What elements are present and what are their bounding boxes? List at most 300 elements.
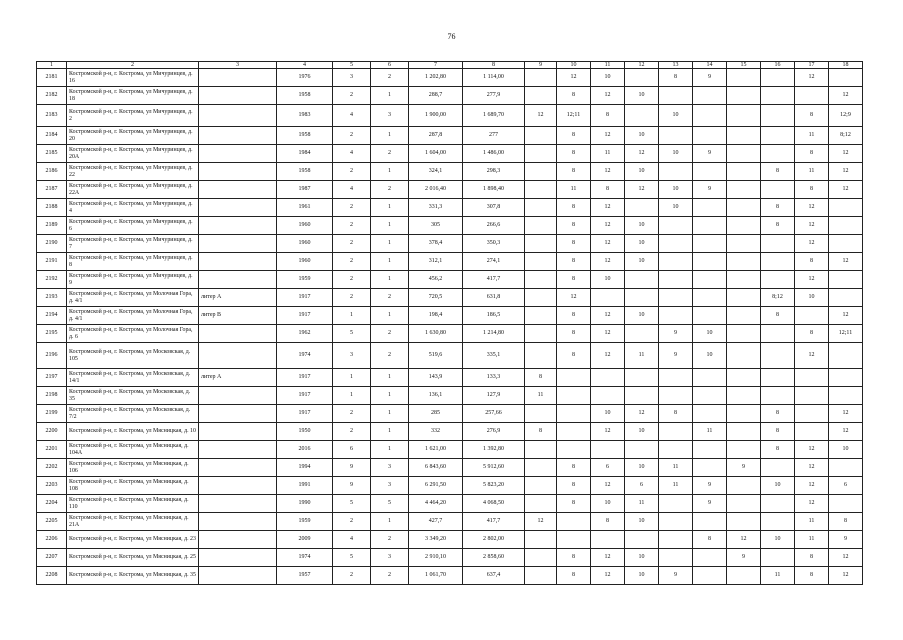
table-cell: 6 291,50 — [409, 477, 463, 495]
table-cell: 10 — [659, 181, 693, 199]
table-cell — [659, 163, 693, 181]
table-cell: 10 — [591, 69, 625, 87]
table-cell — [829, 369, 863, 387]
address-cell: Костромской р-н, г. Кострома, ул Московская, д. 7/2 — [67, 405, 199, 423]
table-cell — [795, 405, 829, 423]
table-cell: 3 — [333, 343, 371, 369]
table-cell — [829, 235, 863, 253]
table-cell: 2 — [333, 567, 371, 585]
table-cell — [591, 531, 625, 549]
table-cell: 12 — [591, 87, 625, 105]
table-cell — [727, 217, 761, 235]
table-cell: 9 — [659, 567, 693, 585]
table-cell: 331,3 — [409, 199, 463, 217]
table-cell: 12 — [591, 343, 625, 369]
table-cell — [761, 387, 795, 405]
table-cell: 8 — [659, 405, 693, 423]
table-cell: 9 — [727, 549, 761, 567]
table-cell — [199, 423, 277, 441]
table-cell: 2 — [333, 87, 371, 105]
table-cell: 335,1 — [463, 343, 525, 369]
table-cell: 9 — [333, 477, 371, 495]
table-cell — [693, 253, 727, 271]
table-cell: 11 — [795, 127, 829, 145]
table-cell: 5 — [333, 495, 371, 513]
table-cell: 8 — [557, 307, 591, 325]
table-cell: 12 — [557, 289, 591, 307]
table-row — [37, 441, 863, 459]
row-number: 2183 — [37, 105, 67, 127]
row-number: 2204 — [37, 495, 67, 513]
table-cell: 8 — [761, 405, 795, 423]
table-cell — [199, 567, 277, 585]
table-cell — [693, 217, 727, 235]
table-cell: 266,6 — [463, 217, 525, 235]
row-number: 2198 — [37, 387, 67, 405]
table-row — [37, 325, 863, 343]
table-cell: 1960 — [277, 253, 333, 271]
table-cell: 10 — [625, 163, 659, 181]
table-cell — [199, 145, 277, 163]
table-cell — [693, 271, 727, 289]
table-cell — [693, 289, 727, 307]
table-cell — [525, 477, 557, 495]
table-cell: 11 — [795, 513, 829, 531]
row-number: 2184 — [37, 127, 67, 145]
table-cell: 9 — [659, 325, 693, 343]
table-cell — [829, 343, 863, 369]
table-cell — [625, 441, 659, 459]
table-cell — [525, 235, 557, 253]
table-cell: 10 — [625, 549, 659, 567]
table-cell: 285 — [409, 405, 463, 423]
table-cell: 8 — [557, 477, 591, 495]
table-row — [37, 423, 863, 441]
table-cell — [761, 105, 795, 127]
address-cell: Костромской р-н, г. Кострома, ул Мичуринцев, д. 22А — [67, 181, 199, 199]
address-cell: Костромской р-н, г. Кострома, ул Молочная Гора, д. 4/1 — [67, 307, 199, 325]
table-cell: 9 — [333, 459, 371, 477]
table-cell: 1976 — [277, 69, 333, 87]
table-row — [37, 531, 863, 549]
table-cell — [727, 163, 761, 181]
table-cell: 8 — [557, 325, 591, 343]
table-cell — [829, 289, 863, 307]
row-number: 2195 — [37, 325, 67, 343]
table-cell — [199, 181, 277, 199]
row-number: 2187 — [37, 181, 67, 199]
table-cell — [727, 343, 761, 369]
table-cell: 10 — [625, 127, 659, 145]
table-cell: 12 — [795, 199, 829, 217]
table-row — [37, 145, 863, 163]
table-cell: 11 — [591, 145, 625, 163]
table-cell: 12;9 — [829, 105, 863, 127]
table-cell: 1 114,00 — [463, 69, 525, 87]
table-cell: 6 843,60 — [409, 459, 463, 477]
table-cell — [761, 459, 795, 477]
table-cell: 9 — [727, 459, 761, 477]
table-cell: 2 — [371, 531, 409, 549]
table-cell: 1984 — [277, 145, 333, 163]
table-cell: 11 — [659, 459, 693, 477]
table-cell: 1958 — [277, 127, 333, 145]
column-header: 18 — [829, 62, 863, 69]
table-cell: 2 — [333, 217, 371, 235]
table-cell: 12 — [591, 549, 625, 567]
table-cell: 2 — [333, 271, 371, 289]
table-cell — [659, 549, 693, 567]
table-cell: 2016 — [277, 441, 333, 459]
table-cell — [761, 127, 795, 145]
table-cell: 8 — [659, 69, 693, 87]
column-header: 10 — [557, 62, 591, 69]
table-cell: 12 — [591, 235, 625, 253]
table-cell: 324,1 — [409, 163, 463, 181]
table-cell — [693, 307, 727, 325]
table-cell: 4 — [333, 181, 371, 199]
table-cell — [199, 531, 277, 549]
table-cell — [761, 181, 795, 199]
table-cell: 8 — [761, 163, 795, 181]
table-cell — [525, 531, 557, 549]
table-cell: 1 — [371, 271, 409, 289]
table-cell: 10 — [625, 513, 659, 531]
table-cell: 1 — [371, 513, 409, 531]
table-cell: 5 — [333, 549, 371, 567]
row-number: 2193 — [37, 289, 67, 307]
table-cell: 10 — [625, 459, 659, 477]
row-number: 2200 — [37, 423, 67, 441]
table-cell: 12 — [727, 531, 761, 549]
table-cell — [727, 145, 761, 163]
table-cell: 12 — [557, 69, 591, 87]
table-cell: 2009 — [277, 531, 333, 549]
table-cell: 10 — [625, 217, 659, 235]
table-cell: 10 — [591, 271, 625, 289]
table-row — [37, 567, 863, 585]
table-cell: 12 — [795, 459, 829, 477]
table-cell: 2 — [333, 235, 371, 253]
table-cell: 1 — [371, 199, 409, 217]
table-cell: 1 689,70 — [463, 105, 525, 127]
table-cell: 12 — [591, 127, 625, 145]
table-cell — [795, 387, 829, 405]
table-cell: 5 — [371, 495, 409, 513]
address-cell: Костромской р-н, г. Кострома, ул Мясницкая, д. 21А — [67, 513, 199, 531]
table-cell: 11 — [557, 181, 591, 199]
table-cell — [525, 199, 557, 217]
column-header: 9 — [525, 62, 557, 69]
table-cell — [199, 549, 277, 567]
table-cell — [693, 513, 727, 531]
table-cell: 1 — [333, 307, 371, 325]
table-cell: 277 — [463, 127, 525, 145]
column-header: 5 — [333, 62, 371, 69]
table-cell — [727, 69, 761, 87]
table-cell: 2 — [333, 405, 371, 423]
table-cell: 1990 — [277, 495, 333, 513]
table-cell: 10 — [625, 423, 659, 441]
table-cell: 2 016,40 — [409, 181, 463, 199]
table-row — [37, 459, 863, 477]
row-number: 2188 — [37, 199, 67, 217]
table-cell: 10 — [659, 199, 693, 217]
table-cell: 2 802,00 — [463, 531, 525, 549]
table-cell: 12 — [795, 495, 829, 513]
table-cell — [525, 289, 557, 307]
table-cell: 12 — [829, 253, 863, 271]
table-cell: 8 — [557, 343, 591, 369]
column-header: 15 — [727, 62, 761, 69]
table-row — [37, 307, 863, 325]
table-cell: 8;12 — [829, 127, 863, 145]
table-cell: 12 — [795, 235, 829, 253]
table-cell — [199, 163, 277, 181]
table-row — [37, 405, 863, 423]
table-row — [37, 513, 863, 531]
table-row — [37, 127, 863, 145]
table-row — [37, 163, 863, 181]
table-cell: 11 — [761, 567, 795, 585]
table-cell — [727, 567, 761, 585]
table-cell — [199, 253, 277, 271]
address-cell: Костромской р-н, г. Кострома, ул Мичуринцев, д. 16 — [67, 69, 199, 87]
table-cell — [693, 163, 727, 181]
table-cell: 8 — [693, 531, 727, 549]
table-cell: 8 — [795, 145, 829, 163]
table-cell: 10 — [761, 531, 795, 549]
table-cell — [525, 567, 557, 585]
table-cell: 12;11 — [829, 325, 863, 343]
table-row — [37, 199, 863, 217]
table-row — [37, 271, 863, 289]
address-cell: Костромской р-н, г. Кострома, ул Мичуринцев, д. 6 — [67, 217, 199, 235]
table-cell — [829, 69, 863, 87]
column-header: 8 — [463, 62, 525, 69]
table-cell — [693, 127, 727, 145]
table-cell: 198,4 — [409, 307, 463, 325]
address-cell: Костромской р-н, г. Кострома, ул Мясницкая, д. 104А — [67, 441, 199, 459]
table-row — [37, 289, 863, 307]
row-number: 2186 — [37, 163, 67, 181]
table-cell — [659, 271, 693, 289]
table-cell: 8 — [761, 199, 795, 217]
table-cell — [591, 387, 625, 405]
table-cell: 274,1 — [463, 253, 525, 271]
table-cell: 8 — [557, 217, 591, 235]
table-cell: 1 — [371, 387, 409, 405]
table-cell: 8 — [795, 105, 829, 127]
table-cell — [199, 459, 277, 477]
table-cell: 1958 — [277, 163, 333, 181]
table-cell: 1959 — [277, 271, 333, 289]
address-cell: Костромской р-н, г. Кострома, ул Мичуринцев, д. 2 — [67, 105, 199, 127]
table-cell — [625, 289, 659, 307]
row-number: 2207 — [37, 549, 67, 567]
table-cell — [625, 387, 659, 405]
table-row — [37, 343, 863, 369]
table-cell — [727, 495, 761, 513]
table-cell: литер В — [199, 307, 277, 325]
table-cell: 1961 — [277, 199, 333, 217]
table-cell: 8;12 — [761, 289, 795, 307]
table-cell: 4 — [333, 105, 371, 127]
table-cell: 12 — [829, 405, 863, 423]
table-cell: 127,9 — [463, 387, 525, 405]
table-cell — [199, 513, 277, 531]
table-cell — [829, 495, 863, 513]
table-cell: 1 — [371, 307, 409, 325]
table-cell: 8 — [761, 307, 795, 325]
table-cell: 1974 — [277, 343, 333, 369]
table-cell: 417,7 — [463, 271, 525, 289]
table-cell — [727, 441, 761, 459]
table-cell: 1991 — [277, 477, 333, 495]
table-cell: 12 — [591, 567, 625, 585]
table-cell: 11 — [693, 423, 727, 441]
table-cell: 3 — [371, 459, 409, 477]
table-cell — [525, 343, 557, 369]
table-cell: 2 — [333, 253, 371, 271]
table-cell: 8 — [557, 567, 591, 585]
table-cell — [199, 343, 277, 369]
table-cell — [761, 369, 795, 387]
table-cell: 8 — [591, 105, 625, 127]
table-cell: 1 — [371, 217, 409, 235]
table-cell — [525, 495, 557, 513]
table-cell — [693, 567, 727, 585]
page-number: 76 — [447, 32, 456, 41]
table-cell: 2 — [371, 69, 409, 87]
table-cell: литер А — [199, 369, 277, 387]
table-cell: 8 — [829, 513, 863, 531]
table-cell — [659, 127, 693, 145]
table-cell — [199, 441, 277, 459]
table-cell — [659, 307, 693, 325]
address-cell: Костромской р-н, г. Кострома, ул Мичуринцев, д. 8 — [67, 253, 199, 271]
table-cell: 6 — [829, 477, 863, 495]
table-cell — [659, 495, 693, 513]
table-cell: 12 — [795, 441, 829, 459]
table-cell: 12 — [829, 163, 863, 181]
table-cell: 2 — [333, 199, 371, 217]
table-cell: 8 — [557, 163, 591, 181]
table-cell: 1917 — [277, 289, 333, 307]
table-cell: 1 — [371, 127, 409, 145]
table-cell: 8 — [795, 549, 829, 567]
table-cell: 10 — [625, 567, 659, 585]
table-cell: 2 858,60 — [463, 549, 525, 567]
table-cell — [693, 441, 727, 459]
table-cell: 10 — [591, 495, 625, 513]
table-cell: 1917 — [277, 387, 333, 405]
table-row — [37, 253, 863, 271]
table-cell: 1917 — [277, 405, 333, 423]
row-number: 2190 — [37, 235, 67, 253]
table-cell: 1959 — [277, 513, 333, 531]
table-cell — [199, 405, 277, 423]
table-row — [37, 477, 863, 495]
table-cell: литер А — [199, 289, 277, 307]
table-cell — [525, 181, 557, 199]
table-cell — [727, 289, 761, 307]
register-table — [36, 61, 863, 585]
table-cell — [693, 549, 727, 567]
table-cell — [199, 87, 277, 105]
address-cell: Костромской р-н, г. Кострома, ул Мичуринцев, д. 7 — [67, 235, 199, 253]
table-cell: 9 — [693, 181, 727, 199]
table-cell: 12 — [591, 423, 625, 441]
table-cell — [829, 199, 863, 217]
table-cell: 257,66 — [463, 405, 525, 423]
table-cell — [525, 217, 557, 235]
table-cell — [693, 459, 727, 477]
row-number: 2203 — [37, 477, 67, 495]
table-cell: 8 — [557, 199, 591, 217]
table-cell: 6 — [333, 441, 371, 459]
table-cell: 3 — [371, 549, 409, 567]
table-cell — [625, 199, 659, 217]
table-cell: 1950 — [277, 423, 333, 441]
table-cell — [761, 253, 795, 271]
table-cell — [727, 127, 761, 145]
address-cell: Костромской р-н, г. Кострома, ул Мичуринцев, д. 20А — [67, 145, 199, 163]
table-cell: 1974 — [277, 549, 333, 567]
address-cell: Костромской р-н, г. Кострома, ул Мясницкая, д. 23 — [67, 531, 199, 549]
table-cell: 3 — [371, 105, 409, 127]
table-cell: 8 — [557, 253, 591, 271]
table-cell — [659, 289, 693, 307]
table-cell: 186,5 — [463, 307, 525, 325]
address-cell: Костромской р-н, г. Кострома, ул Московская, д. 105 — [67, 343, 199, 369]
table-cell: 3 — [371, 477, 409, 495]
table-cell: 631,8 — [463, 289, 525, 307]
column-header: 7 — [409, 62, 463, 69]
address-cell: Костромской р-н, г. Кострома, ул Мясницкая, д. 110 — [67, 495, 199, 513]
table-cell — [557, 369, 591, 387]
table-cell: 11 — [625, 495, 659, 513]
table-cell: 2 — [333, 289, 371, 307]
table-cell — [761, 343, 795, 369]
table-cell: 5 — [333, 325, 371, 343]
table-cell: 378,4 — [409, 235, 463, 253]
address-cell: Костромской р-н, г. Кострома, ул Мясницкая, д. 108 — [67, 477, 199, 495]
table-row — [37, 105, 863, 127]
table-cell — [659, 387, 693, 405]
table-row — [37, 387, 863, 405]
table-cell: 11 — [795, 531, 829, 549]
table-cell: 8 — [795, 181, 829, 199]
address-cell: Костромской р-н, г. Кострома, ул Мичуринцев, д. 9 — [67, 271, 199, 289]
table-cell — [557, 531, 591, 549]
table-cell — [525, 307, 557, 325]
table-cell: 298,3 — [463, 163, 525, 181]
table-cell — [727, 181, 761, 199]
table-cell: 6 — [625, 477, 659, 495]
table-cell: 1 — [333, 369, 371, 387]
table-cell — [525, 459, 557, 477]
table-cell: 2 — [371, 145, 409, 163]
table-cell: 519,6 — [409, 343, 463, 369]
table-cell — [795, 87, 829, 105]
table-cell: 8 — [557, 127, 591, 145]
table-cell: 8 — [761, 423, 795, 441]
table-cell: 11 — [625, 343, 659, 369]
table-cell — [761, 69, 795, 87]
row-number: 2182 — [37, 87, 67, 105]
table-cell: 1958 — [277, 87, 333, 105]
